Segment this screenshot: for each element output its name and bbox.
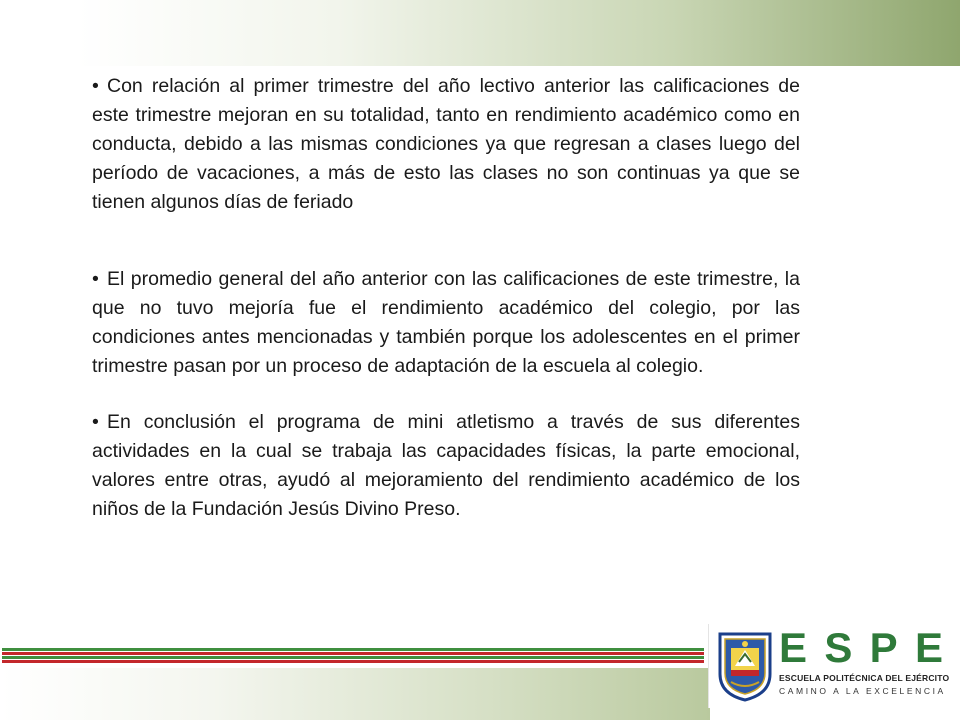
top-gradient-band xyxy=(0,0,960,66)
brand-letter: E xyxy=(779,624,808,671)
footer-stripes xyxy=(2,648,704,664)
stripe-red xyxy=(2,660,704,663)
paragraph-text: Con relación al primer trimestre del año lectivo anterior las calificaciones de este trimestre mejoran en su totalidad, tanto en rendimiento académico como en conducta, debido a las mismas condiciones ya que regresan a clases luego del período de vacaciones, a más de esto las clases no son continuas ya que se tienen algunos días de feriado xyxy=(92,75,800,213)
bullet-icon: • xyxy=(92,268,99,290)
paragraph-text: El promedio general del año anterior con las calificaciones de este trimestre, la que no tuvo mejoría fue el rendimiento académico del colegio, por las condiciones antes mencionadas y también porque los adolescentes en el primer trimestre pasan por un proceso de adaptación de la escuela al colegio. xyxy=(92,268,800,377)
stripe-green xyxy=(2,656,704,659)
bullet-paragraph-3 xyxy=(92,408,800,524)
brand-name xyxy=(779,626,943,670)
brand-text xyxy=(779,624,950,696)
paragraph-text: En conclusión el programa de mini atletismo a través de sus diferentes actividades en la cual se trabaja las capacidades físicas, la parte emocional, valores entre otras, ayudó al mejoramiento del rendimiento académico de los niños de la Fundación Jesús Divino Preso. xyxy=(92,411,800,520)
brand-letter: S xyxy=(824,624,853,671)
bullet-paragraph-1 xyxy=(92,72,800,217)
institution-seal-icon xyxy=(717,630,773,702)
slide-body xyxy=(92,72,800,524)
stripe-green xyxy=(2,648,704,651)
bullet-icon: • xyxy=(92,75,99,97)
stripe-red xyxy=(2,652,704,655)
brand-letter: E xyxy=(914,624,943,671)
bullet-icon: • xyxy=(92,411,99,433)
brand-motto: CAMINO A LA EXCELENCIA xyxy=(779,686,946,696)
bullet-paragraph-2 xyxy=(92,265,800,381)
bottom-gradient-band xyxy=(0,668,710,720)
espe-logo xyxy=(708,624,950,708)
brand-subtitle: ESCUELA POLITÉCNICA DEL EJÉRCITO xyxy=(779,673,950,683)
brand-letter: P xyxy=(869,624,898,671)
